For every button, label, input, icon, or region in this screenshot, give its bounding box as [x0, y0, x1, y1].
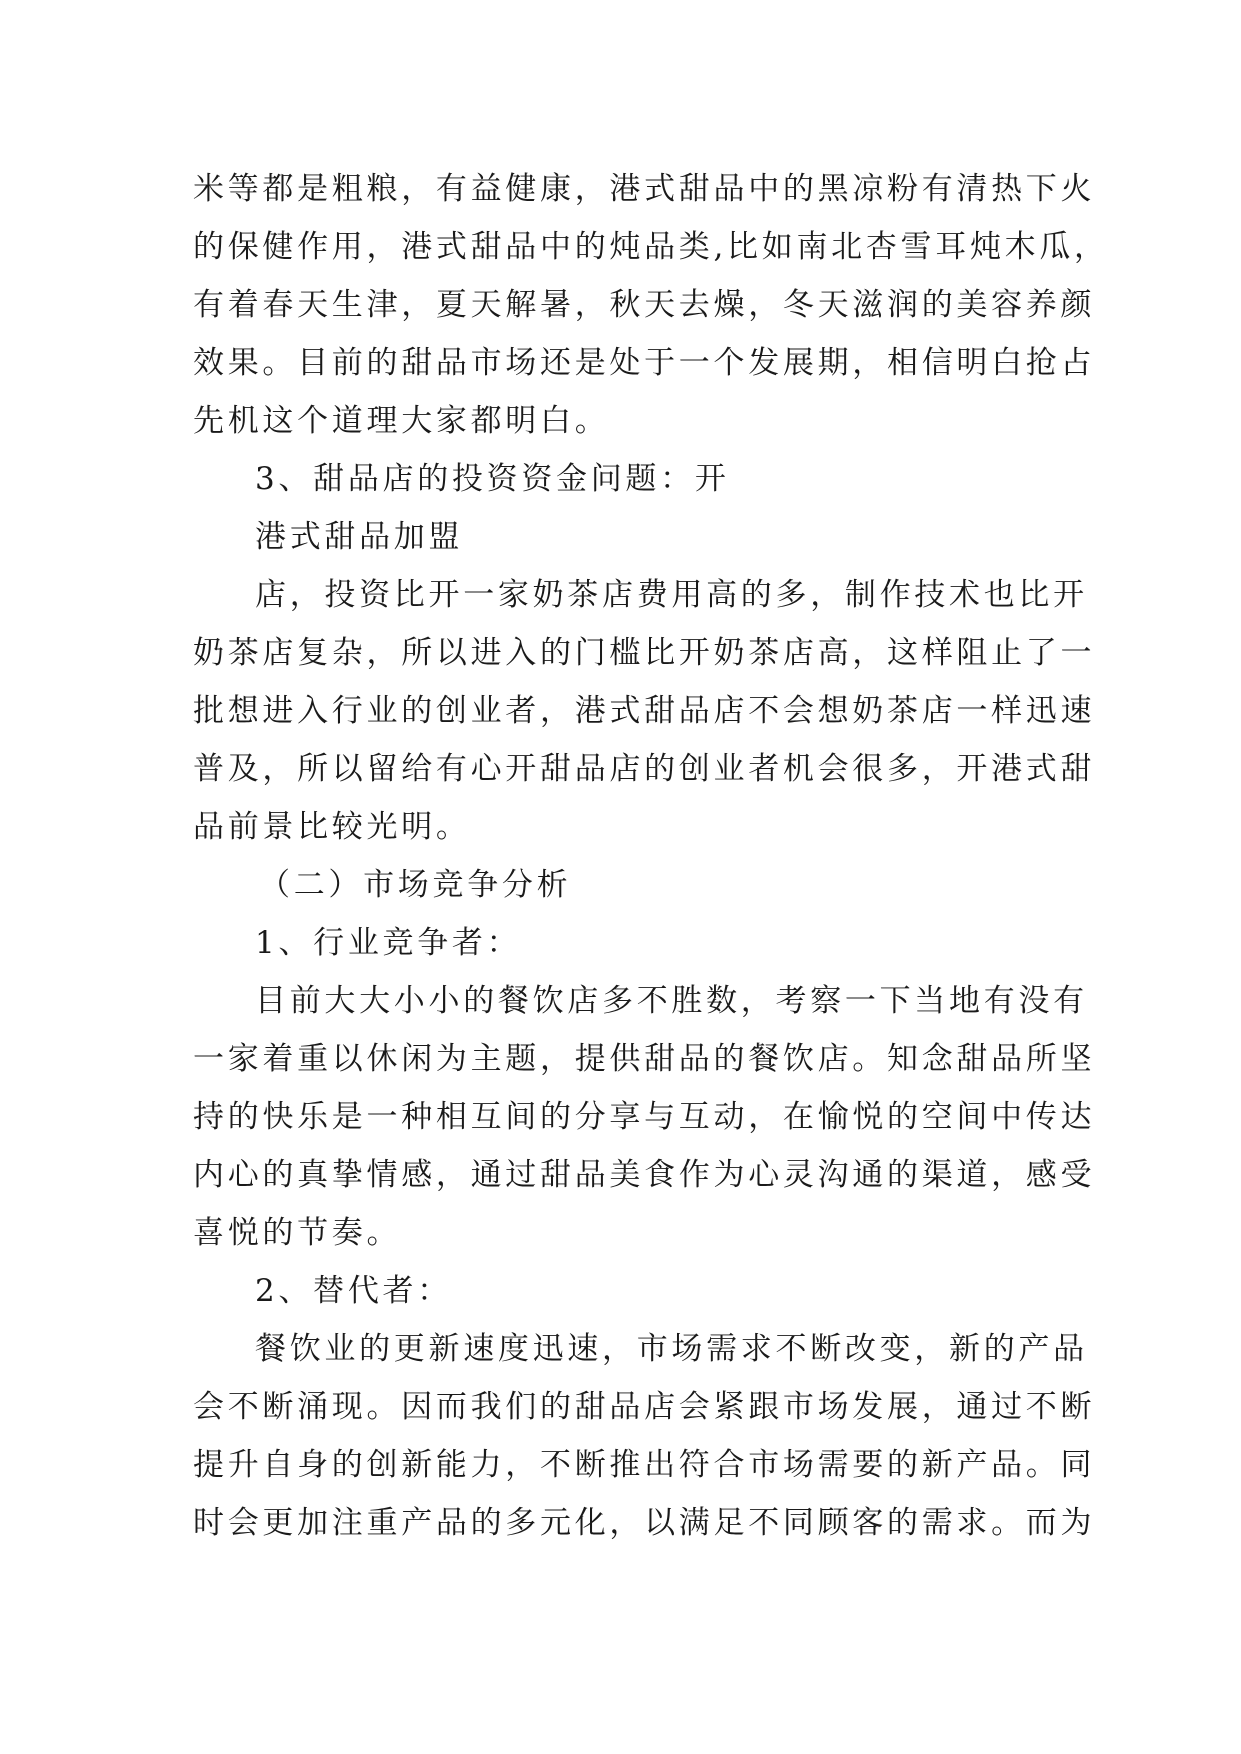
- paragraph-line: 奶茶店复杂，所以进入的门槛比开奶茶店高，这样阻止了一: [193, 635, 1096, 671]
- paragraph-line: 一家着重以休闲为主题，提供甜品的餐饮店。知念甜品所坚: [193, 1041, 1096, 1077]
- paragraph-line: 时会更加注重产品的多元化，以满足不同顾客的需求。而为: [193, 1505, 1096, 1541]
- paragraph-line: 提升自身的创新能力，不断推出符合市场需要的新产品。同: [193, 1447, 1096, 1483]
- paragraph-line: 批想进入行业的创业者，港式甜品店不会想奶茶店一样迅速: [193, 693, 1096, 729]
- subsection-heading: 2、替代者：: [255, 1273, 452, 1309]
- paragraph-line: 港式甜品加盟: [255, 519, 464, 555]
- paragraph-line: 目前大大小小的餐饮店多不胜数，考察一下当地有没有: [255, 983, 1088, 1019]
- paragraph-line: 的保健作用，港式甜品中的炖品类,比如南北杏雪耳炖木瓜，: [193, 229, 1109, 265]
- paragraph-line: 普及，所以留给有心开甜品店的创业者机会很多，开港式甜: [193, 751, 1096, 787]
- subsection-heading: 1、行业竞争者：: [255, 925, 522, 961]
- paragraph-line: 先机这个道理大家都明白。: [193, 403, 610, 439]
- section-heading: 3、甜品店的投资资金问题：开: [255, 461, 730, 497]
- paragraph-line: 餐饮业的更新速度迅速，市场需求不断改变，新的产品: [255, 1331, 1088, 1367]
- paragraph-line: 喜悦的节奏。: [193, 1215, 402, 1251]
- document-body: [193, 160, 1109, 1552]
- paragraph-line: 品前景比较光明。: [193, 809, 471, 845]
- paragraph-line: 效果。目前的甜品市场还是处于一个发展期，相信明白抢占: [193, 345, 1096, 381]
- paragraph-line: 会不断涌现。因而我们的甜品店会紧跟市场发展，通过不断: [193, 1389, 1096, 1425]
- paragraph-line: 米等都是粗粮，有益健康，港式甜品中的黑凉粉有清热下火: [193, 171, 1096, 207]
- paragraph-line: 内心的真挚情感，通过甜品美食作为心灵沟通的渠道，感受: [193, 1157, 1096, 1193]
- section-heading: （二）市场竞争分析: [259, 867, 572, 903]
- paragraph-line: 持的快乐是一种相互间的分享与互动，在愉悦的空间中传达: [193, 1099, 1096, 1135]
- paragraph-line: 店，投资比开一家奶茶店费用高的多，制作技术也比开: [255, 577, 1088, 613]
- paragraph-line: 有着春天生津，夏天解暑，秋天去燥，冬天滋润的美容养颜: [193, 287, 1096, 323]
